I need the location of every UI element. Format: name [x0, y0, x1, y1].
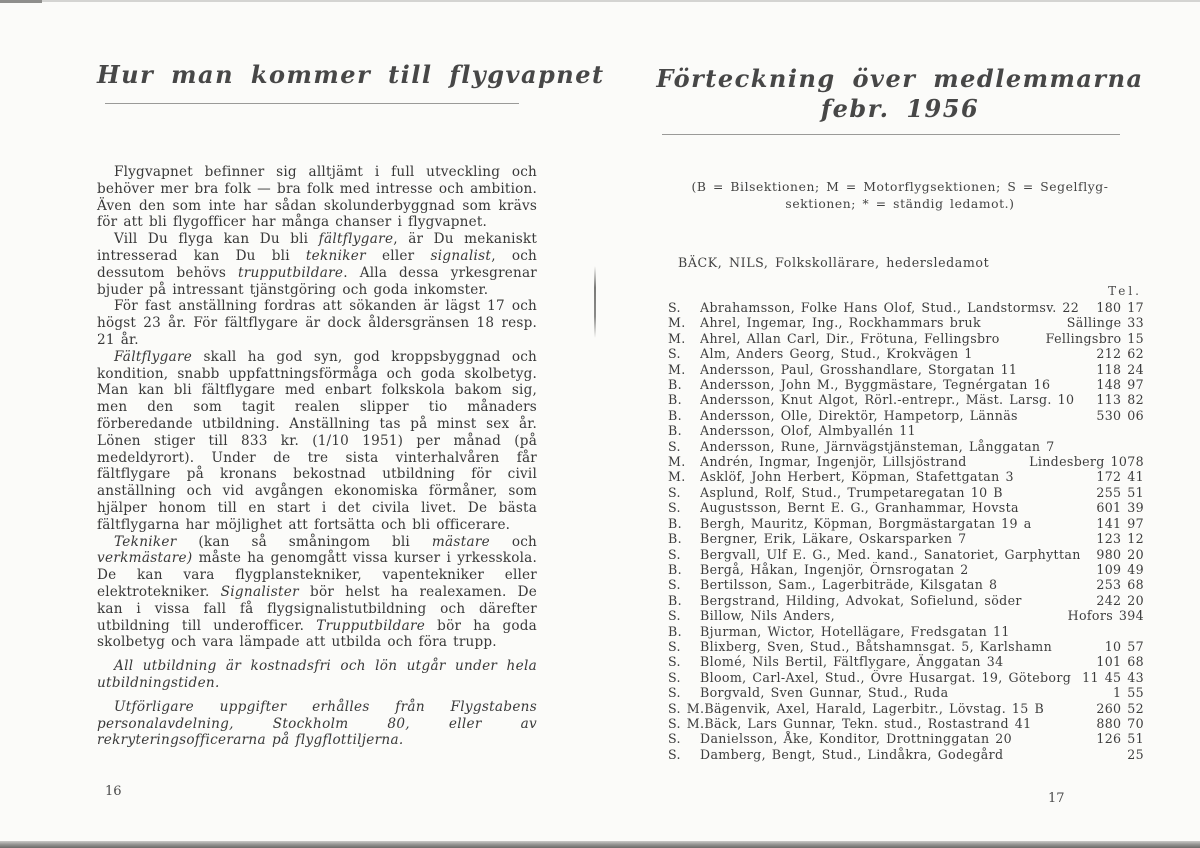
member-section: S.: [668, 731, 681, 747]
section-legend: [656, 179, 1144, 213]
member-name: Bergvall, Ulf E. G., Med. kand., Sanatoriet, Garphyttan: [700, 546, 1081, 562]
body-paragraph: Tekniker (kan så småningom bli mästare och verkmästare) måste ha genomgått vissa kurser i yrkesskola. De kan vara flygplanstekniker, vapentekniker eller elektrotekniker. Signalister bör helst ha realexamen. De kan i vissa fall få flygsignalistutbildning och därefter utbildning till underofficer. Trupputbildare bör ha goda skolbetyg och vara lämpade att utbilda och föra trupp.: [97, 533, 537, 651]
member-name: Bäck, Lars Gunnar, Tekn. stud., Rostastrand 41: [704, 715, 1032, 731]
member-tel: 148 97: [1096, 377, 1144, 393]
member-section: M.: [668, 361, 686, 377]
member-name: Augustsson, Bernt E. G., Granhammar, Hovsta: [700, 500, 1019, 516]
member-row: [656, 315, 1144, 330]
member-section: S. M.: [668, 700, 705, 716]
member-row: [656, 346, 1144, 361]
member-name: Borgvald, Sven Gunnar, Stud., Ruda: [700, 685, 949, 701]
member-tel: 255 51: [1096, 484, 1144, 500]
left-page-body: [97, 164, 537, 749]
right-title-rule: [662, 134, 1120, 135]
member-row: [656, 392, 1144, 407]
scan-top-corner-mark: [0, 0, 42, 3]
member-name: Bloom, Carl-Axel, Stud., Övre Husargat. 19, Göteborg: [700, 669, 1072, 685]
body-paragraph: All utbildning är kostnadsfri och lön utgår under hela utbildningstiden.: [97, 658, 537, 691]
member-tel: 172 41: [1096, 469, 1144, 485]
member-name: Andersson, Knut Algot, Rörl.-entrepr., Mäst. Larsg. 10: [700, 392, 1075, 408]
member-name: Andersson, Rune, Järnvägstjänsteman, Långgatan 7: [700, 438, 1055, 454]
member-section: M.: [668, 454, 686, 470]
member-section: S.: [668, 577, 681, 593]
member-row: [656, 593, 1144, 608]
member-tel: 180 17: [1096, 300, 1144, 315]
member-section: B.: [668, 407, 682, 423]
member-tel: 123 12: [1096, 531, 1144, 547]
member-name: Danielsson, Åke, Konditor, Drottninggatan 20: [700, 731, 1012, 747]
member-section: B.: [668, 377, 682, 393]
member-section: S.: [668, 669, 681, 685]
member-tel: 212 62: [1096, 346, 1144, 362]
member-row: [656, 747, 1144, 762]
member-tel: Fellingsbro 15: [1045, 330, 1144, 346]
body-paragraph: Utförligare uppgifter erhålles från Flygstabens personalavdelning, Stockholm 80, eller av rekryteringsofficerarna på flygflottiljerna.: [97, 698, 537, 749]
member-tel: 260 52: [1096, 700, 1144, 716]
member-section: S.: [668, 746, 681, 762]
member-name: Andersson, Paul, Grosshandlare, Storgatan 11: [700, 361, 1018, 377]
member-row: [656, 716, 1144, 731]
honorary-member-line: BÄCK, NILS, Folkskollärare, hedersledamot: [678, 255, 990, 270]
left-page: [97, 60, 605, 799]
member-section: S.: [668, 484, 681, 500]
member-tel: 530 06: [1096, 407, 1144, 423]
member-section: S.: [668, 500, 681, 516]
right-page-title-line2: febr. 1956: [820, 94, 980, 123]
member-name: Blomé, Nils Bertil, Fältflygare, Änggatan 34: [700, 654, 1004, 670]
member-row: [656, 469, 1144, 484]
member-row: [656, 423, 1144, 438]
member-row: [656, 639, 1144, 654]
body-paragraph: Vill Du flyga kan Du bli fältflygare, är Du mekaniskt intresserad kan Du bli tekniker eller signalist, och dessutom behövs trupputbildare. Alla dessa yrkesgrenar bjuder på intressant tjänstgöring och goda inkomster.: [97, 231, 538, 298]
gutter-crease: [594, 266, 596, 338]
member-section: B.: [668, 561, 682, 577]
member-row: [656, 454, 1144, 469]
member-name: Andrén, Ingmar, Ingenjör, Lillsjöstrand: [700, 454, 967, 470]
member-section: S.: [668, 654, 681, 670]
member-section: M.: [668, 469, 686, 485]
member-section: B.: [668, 592, 682, 608]
member-name: Blixberg, Sven, Stud., Båtshamnsgat. 5, Karlshamn: [700, 638, 1053, 654]
member-row: [656, 439, 1144, 454]
member-name: Bergå, Håkan, Ingenjör, Örnsrogatan 2: [700, 561, 969, 577]
member-name: Andersson, Olof, Almbyallén 11: [700, 423, 916, 439]
member-section: M.: [668, 330, 686, 346]
member-section: S.: [668, 546, 681, 562]
member-name: Bertilsson, Sam., Lagerbiträde, Kilsgatan 8: [700, 577, 998, 593]
left-title-rule: [105, 103, 519, 104]
member-row: [656, 331, 1144, 346]
member-section: S.: [668, 638, 681, 654]
member-section: S.: [668, 438, 681, 454]
member-tel: 980 20: [1096, 546, 1144, 562]
member-tel: Hofors 394: [1067, 608, 1144, 624]
member-tel: Lindesberg 1078: [1029, 454, 1144, 470]
member-list: [656, 300, 1144, 762]
page-number-left: 16: [105, 784, 122, 799]
member-section: B.: [668, 531, 682, 547]
member-tel: 118 24: [1096, 361, 1144, 377]
member-name: Ahrel, Ingemar, Ing., Rockhammars bruk: [700, 315, 981, 331]
member-row: [656, 500, 1144, 515]
member-row: [656, 624, 1144, 639]
member-section: S.: [668, 685, 681, 701]
member-tel: 109 49: [1096, 561, 1144, 577]
member-row: [656, 547, 1144, 562]
member-name: Bjurman, Wictor, Hotellägare, Fredsgatan 11: [700, 623, 1010, 639]
member-section: S.: [668, 608, 681, 624]
member-tel: 10 57: [1104, 638, 1144, 654]
member-tel: 11 45 43: [1082, 669, 1144, 685]
member-row: [656, 731, 1144, 746]
member-row: [656, 516, 1144, 531]
tel-column-header: Tel.: [1108, 284, 1142, 298]
page-number-right: 17: [1048, 791, 1065, 806]
left-page-title: Hur man kommer till flygvapnet: [97, 60, 605, 89]
member-tel: 601 39: [1096, 500, 1144, 516]
member-row: [656, 654, 1144, 669]
member-tel: Sällinge 33: [1066, 315, 1144, 331]
member-name: Bägenvik, Axel, Harald, Lagerbitr., Lövstag. 15 B: [704, 700, 1045, 716]
member-row: [656, 685, 1144, 700]
member-section: M.: [668, 315, 686, 331]
member-name: Andersson, John M., Byggmästare, Tegnérgatan 16: [700, 377, 1051, 393]
member-name: Asklöf, John Herbert, Köpman, Stafettgatan 3: [700, 469, 1014, 485]
member-row: [656, 562, 1144, 577]
legend-line: (B = Bilsektionen; M = Motorflygsektionen; S = Segelflyg-: [691, 180, 1109, 194]
member-tel: 25: [1127, 746, 1144, 762]
member-tel: 141 97: [1096, 515, 1144, 531]
body-paragraph: Fältflygare skall ha god syn, god kroppsbyggnad och kondition, snabb uppfattningsförmåga och goda skolbetyg. Man kan bli fältflygare med enbart folkskola bakom sig, men den som tagit realen slipper tio månaders förberedande utbildning. Anställning tas på minst sex år. Lönen stiger till 833 kr. (1/10 1951) per månad (på medeldyrort). Under de tre sista vinterhalvåren får fältflygare på kronans bekostnad utbildning för civil anställning och vid avgången ekonomiska förmåner, som hjälper honom till en start i det civila livet. De bästa fältflygarna har möjlighet att fortsätta och bli officerare.: [97, 348, 537, 533]
member-tel: 101 68: [1096, 654, 1144, 670]
member-section: B.: [668, 423, 682, 439]
legend-line: sektionen; * = ständig ledamot.): [785, 197, 1015, 211]
member-tel: 242 20: [1096, 592, 1144, 608]
member-section: S. M.: [668, 715, 705, 731]
body-paragraph: För fast anställning fordras att sökanden är lägst 17 och högst 23 år. För fältflygare är dock åldersgränsen 18 resp. 21 år.: [97, 298, 537, 348]
member-row: [656, 701, 1144, 716]
member-tel: 880 70: [1096, 715, 1144, 731]
member-section: B.: [668, 515, 682, 531]
member-row: [656, 362, 1144, 377]
member-name: Asplund, Rolf, Stud., Trumpetaregatan 10 B: [700, 484, 1003, 500]
member-tel: 253 68: [1096, 577, 1144, 593]
member-row: [656, 577, 1144, 592]
member-tel: 126 51: [1096, 731, 1144, 747]
right-page: [656, 64, 1144, 806]
member-tel: 113 82: [1096, 392, 1144, 408]
member-name: Bergstrand, Hilding, Advokat, Sofielund, söder: [700, 592, 1022, 608]
scan-bottom-edge: [0, 841, 1200, 848]
right-page-title-line1: Förteckning över medlemmarna: [656, 64, 1144, 93]
member-name: Abrahamsson, Folke Hans Olof, Stud., Landstormsv. 22: [700, 300, 1080, 315]
member-row: [656, 531, 1144, 546]
member-name: Alm, Anders Georg, Stud., Krokvägen 1: [700, 346, 973, 362]
member-tel: 1 55: [1113, 685, 1144, 701]
member-name: Billow, Nils Anders,: [700, 608, 835, 624]
member-row: [656, 300, 1144, 315]
member-name: Andersson, Olle, Direktör, Hampetorp, Lännäs: [700, 407, 1018, 423]
member-section: B.: [668, 392, 682, 408]
member-row: [656, 670, 1144, 685]
member-section: S.: [668, 346, 681, 362]
member-row: [656, 408, 1144, 423]
member-name: Ahrel, Allan Carl, Dir., Frötuna, Fellingsbro: [700, 330, 1000, 346]
member-row: [656, 485, 1144, 500]
scan-top-edge: [0, 0, 1200, 2]
member-section: B.: [668, 623, 682, 639]
right-page-title: [656, 64, 1144, 124]
member-name: Bergner, Erik, Läkare, Oskarsparken 7: [700, 531, 967, 547]
member-name: Bergh, Mauritz, Köpman, Borgmästargatan 19 a: [700, 515, 1032, 531]
member-name: Damberg, Bengt, Stud., Lindåkra, Godegård: [700, 746, 1004, 762]
member-section: S.: [668, 300, 681, 315]
member-row: [656, 377, 1144, 392]
body-paragraph: Flygvapnet befinner sig alltjämt i full utveckling och behöver mer bra folk — bra folk med intresse och ambition. Även den som inte har sådan skolunderbyggnad som krävs för att bli flygofficer har många chanser i flygvapnet.: [97, 164, 537, 231]
member-row: [656, 608, 1144, 623]
